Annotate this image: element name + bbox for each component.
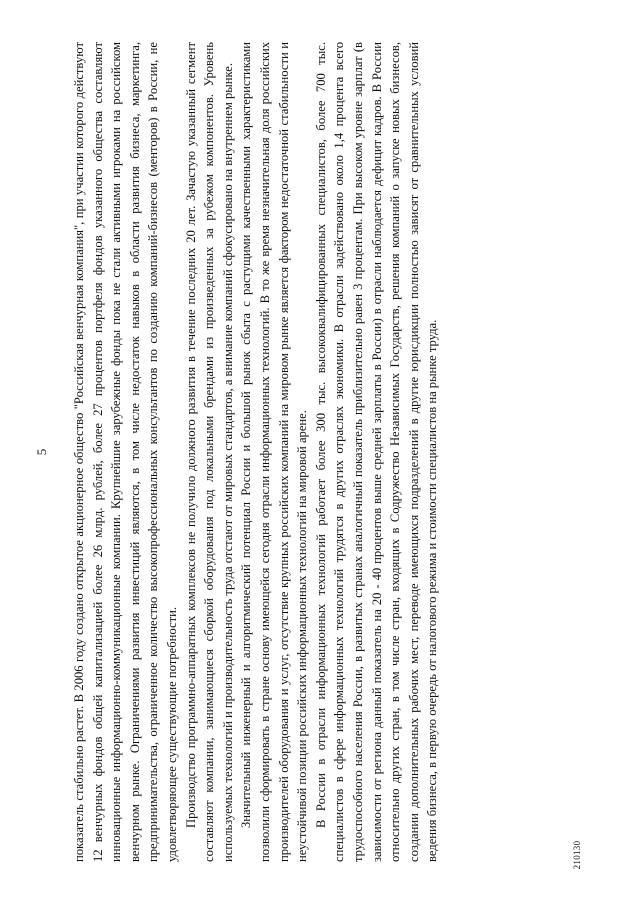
document-body [70, 42, 570, 862]
paragraph-4: В России в отрасли информационных технологий работает более 300 тыс. высококвалифицированных специалистов, более 700 тыс. специалистов в сфере информационных технологий трудятся в других отраслях экономики. В отрасли задействовано около 1,4 процента всего трудоспособного населения России, в развитых странах аналогичный показатель приблизительно равен 3 процентам. При высоком уровне зарплат (в зависимости от региона данный показатель на 20 - 40 процентов выше средней зарплаты в России) в отрасли наблюдается дефицит кадров. В России относительно других стран, в том числе стран, входящих в Содружество Независимых Государств, решения компаний о запуске новых бизнесов, создании дополнительных рабочих мест, переводе имеющихся подразделений в другие юрисдикции полностью зависят от сравнительных условий ведения бизнеса, в первую очередь от налогового режима и стоимости специалистов на рынке труда. [313, 42, 440, 862]
paragraph-1: показатель стабильно растет. В 2006 году создано открытое акционерное общество "Российская венчурная компания", при участии которого действуют 12 венчурных фондов общей капитализацией более 26 млрд. рублей, более 27 процентов портфеля фондов указанного общества составляют инновационные информационно-коммуникационные компании. Крупнейшие зарубежные фонды пока не стали активными игроками на российском венчурном рынке. Ограничениями развития инвестиций являются, в том числе недостаток навыков в области развития бизнеса, маркетинга, предпринимательства, ограниченное количество высокопрофессиональных консультантов по созданию компаний-бизнесов (менторов) в России, не удовлетворяющее существующие потребности. [72, 42, 179, 862]
paragraph-3: Значительный инженерный и алгоритмический потенциал России и большой рынок сбыта с растущими качественными характеристиками позволили сформировать в стране основу имеющейся сегодня отрасли информационных технологий. В то же время незначительная доля российских производителей оборудования и услуг, отсутствие крупных российских компаний на мировом рынке является фактором недостаточной стабильности и неустойчивой позиции российских информационных технологий на мировой арене. [239, 42, 310, 862]
paragraph-2: Производство программно-аппаратных комплексов не получило должного развития в течение последних 20 лет. Зачастую указанный сегмент составляют компании, занимающиеся сборкой оборудования под локальными брендами из произведенных за рубежом компонентов. Уровень используемых технологий и производительность труда отстают от мировых стандартов, а внимание компаний сфокусировано на внутреннем рынке. [183, 42, 235, 862]
document-code: 210130 [572, 840, 582, 870]
page-number: 5 [34, 448, 49, 456]
